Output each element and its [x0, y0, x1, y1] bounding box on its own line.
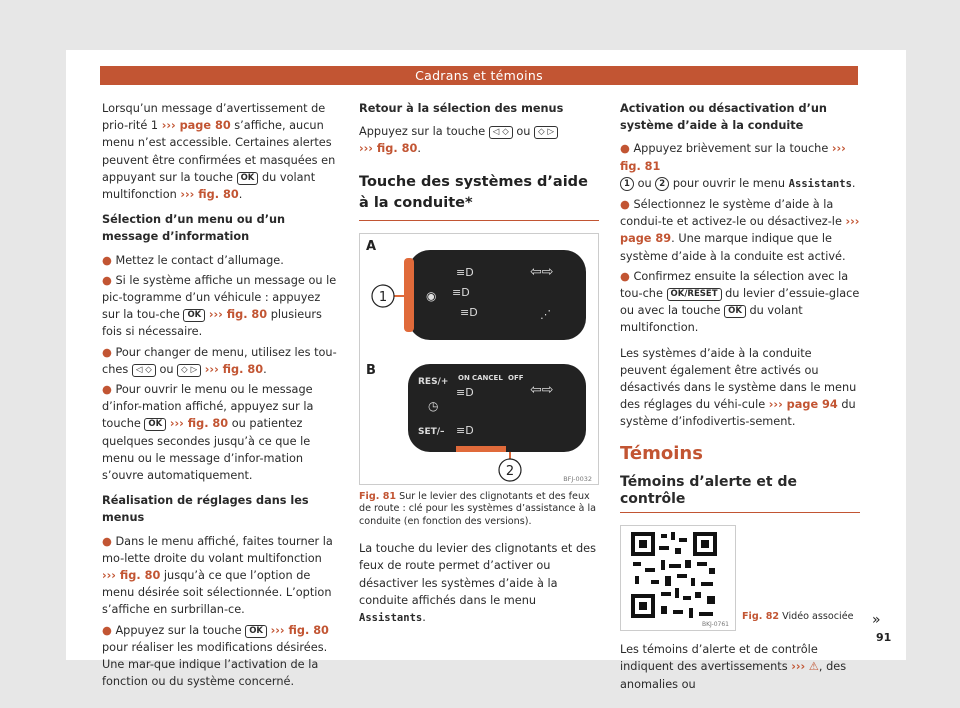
heading-activation: Activation ou désactivation d’un système d’aide à la conduite: [620, 102, 827, 133]
fig-link[interactable]: ››› fig. 80: [169, 417, 229, 431]
ok-key-icon: OK: [724, 305, 746, 318]
right-key-icon: ◇ ▷: [177, 364, 201, 377]
bullet-item: ● Appuyez sur la touche OK ››› fig. 80 pour réaliser les modifications désirées. Une mar-que indique l’activation de la fonction ou du système concerné.: [102, 623, 329, 689]
fig-link[interactable]: ››› fig. 81: [620, 142, 846, 173]
svg-text:≡D: ≡D: [456, 265, 474, 279]
callout-2-icon: 2: [655, 177, 669, 191]
svg-text:≡D: ≡D: [456, 423, 474, 437]
ok-key-icon: OK: [144, 418, 166, 431]
lever-cancel-label: CANCEL: [472, 373, 503, 382]
divider: [359, 220, 599, 221]
fig-link[interactable]: ››› fig. 80: [204, 362, 264, 376]
fig-label-a: A: [366, 238, 377, 254]
right-key-icon: ◇ ▷: [534, 126, 558, 139]
fig-link[interactable]: ››› fig. 80: [180, 188, 239, 202]
continue-marker: »: [872, 612, 881, 628]
svg-text:≡D: ≡D: [460, 305, 478, 319]
column-3: [620, 100, 860, 701]
page-link[interactable]: ››› page 80: [161, 119, 231, 133]
svg-text:◉: ◉: [426, 288, 437, 303]
bullet-item: ● Mettez le contact d’allumage.: [102, 253, 284, 267]
page-number: 91: [876, 631, 892, 644]
svg-text:2: 2: [505, 463, 515, 479]
intro-paragraph: Lorsqu’un message d’avertissement de prio-rité 1 ››› page 80 s’affiche, aucun menu n’est accessible. Certaines alertes peuvent être confirmées et masquées en appuyant sur la touche OK du volant multifonction ››› fig. 80.: [102, 102, 336, 202]
qr-code-label: BKJ-0761: [701, 621, 729, 629]
ref-link[interactable]: ›››: [791, 660, 806, 674]
bullet-item: ● Pour ouvrir le menu ou le message d’infor-mation affiché, appuyez sur la touche OK ››› fig. 80 ou patientez quelques secondes jusqu’à ce que le menu ou le message d’infor-mation s’ouvre automatiquement.: [102, 383, 314, 483]
page-link[interactable]: ››› page 94: [768, 398, 838, 412]
svg-text:⋰: ⋰: [540, 307, 551, 321]
ok-reset-key-icon: OK/RESET: [667, 288, 722, 301]
return-paragraph: Appuyez sur la touche ◁ ◇ ou ◇ ▷ ››› fig. 80.: [359, 123, 599, 157]
warning-triangle-icon: ⚠: [808, 660, 819, 674]
lever-res-label: RES/+: [418, 376, 449, 387]
warning-paragraph: Les témoins d’alerte et de contrôle indiquent des avertissements ››› ⚠, des anomalies ou: [620, 643, 847, 691]
figure-caption: Fig. 81 Sur le levier des clignotants et des feux de route : clé pour les systèmes d’assistance à la conduite (en fonction des versions).: [359, 490, 596, 527]
fig-link[interactable]: ››› fig. 80: [208, 308, 268, 322]
figure-qr: [620, 525, 860, 631]
qr-code-icon[interactable]: [621, 526, 735, 630]
lever-paragraph: La touche du levier des clignotants et des feux de route permet d’activer ou désactiver les systèmes d’aide à la conduite affichés dans le menu Assistants.: [359, 542, 596, 624]
subsection-title: Témoins d’alerte et de contrôle: [620, 473, 797, 508]
chapter-title: Témoins: [620, 442, 703, 464]
settings-paragraph: Les systèmes d’aide à la conduite peuvent également être activés ou désactivés dans le système dans le menu des réglages du véhi-cule ››› page 94 du système d’infodivertis-sement.: [620, 346, 857, 429]
fig-code: BFJ-0032: [563, 474, 592, 483]
bullet-item: ● Appuyez brièvement sur la touche ››› fig. 81 1 ou 2 pour ouvrir le menu Assistants.: [620, 142, 856, 190]
left-key-icon: ◁ ◇: [489, 126, 513, 139]
fig-link[interactable]: ››› fig. 80: [102, 569, 161, 583]
bullet-item: ● Dans le menu affiché, faites tourner la mo-lette droite du volant multifonction ››› fig. 80 jusqu’à ce que l’option de menu désirée soit sélectionnée. L’option s’affiche en surbrillan-ce.: [102, 534, 333, 617]
fig-link[interactable]: ››› fig. 80: [270, 623, 329, 637]
bullet-item: ● Si le système affiche un message ou le pic-togramme d’un véhicule : appuyez sur la tou-che OK ››› fig. 80 plusieurs fois si nécessaire.: [102, 273, 337, 339]
bullet-item: ● Confirmez ensuite la sélection avec la tou-che OK/RESET du levier d’essuie-glace ou avec la touche OK du volant multifonction.: [620, 269, 860, 335]
fig-label-b: B: [366, 362, 376, 378]
qr-frame: [620, 525, 736, 631]
lever-set-label: SET/–: [418, 426, 445, 437]
left-key-icon: ◁ ◇: [132, 364, 156, 377]
svg-text:≡D: ≡D: [456, 385, 474, 399]
fig-link[interactable]: ››› fig. 80: [359, 142, 418, 156]
ok-key-icon: OK: [183, 309, 205, 322]
bullet-item: ● Sélectionnez le système d’aide à la condui-te et activez-le ou désactivez-le ››› page 89. Une marque indique que le système d’aide à la conduite est activé.: [620, 198, 860, 263]
bullet-item: ● Pour changer de menu, utilisez les tou-ches ◁ ◇ ou ◇ ▷ ››› fig. 80.: [102, 345, 337, 376]
page-link[interactable]: ››› page 89: [620, 215, 860, 246]
callout-1-icon: 1: [620, 177, 634, 191]
svg-text:◷: ◷: [428, 398, 439, 413]
column-1: [102, 100, 338, 699]
ok-key-icon: OK: [245, 625, 267, 638]
ok-key-icon: OK: [237, 172, 259, 185]
heading-settings: Réalisation de réglages dans les menus: [102, 494, 309, 525]
figure-lever: [359, 233, 599, 485]
heading-return: Retour à la sélection des menus: [359, 102, 564, 115]
lever-b-button: [456, 446, 506, 452]
divider: [620, 512, 860, 513]
heading-menu-selection: Sélection d’un menu ou d’un message d’information: [102, 213, 286, 244]
svg-text:1: 1: [378, 289, 388, 305]
svg-text:⇦⇨: ⇦⇨: [530, 263, 554, 280]
svg-text:≡D: ≡D: [452, 285, 470, 299]
lever-on-label: ON: [458, 373, 470, 382]
svg-text:⇦⇨: ⇦⇨: [530, 381, 554, 398]
figure-caption: Fig. 82 Vidéo associée: [742, 611, 854, 623]
lever-off-label: OFF: [508, 373, 524, 382]
column-2: [359, 100, 599, 635]
section-header: Cadrans et témoins: [100, 66, 858, 85]
section-title: Touche des systèmes d’aide à la conduite*: [359, 173, 588, 211]
lever-illustration: [360, 234, 598, 484]
